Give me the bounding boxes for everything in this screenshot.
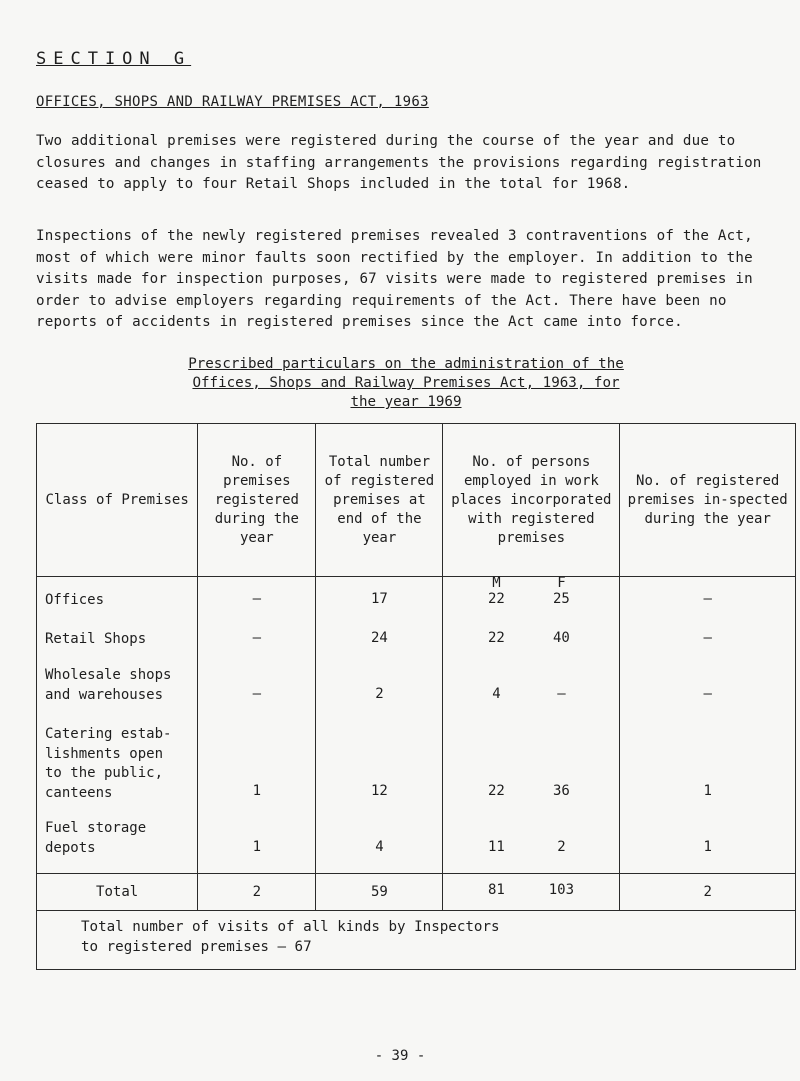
- totals-inspected: 2: [620, 874, 796, 911]
- inspected-value: –: [703, 591, 712, 607]
- registered-value: 1: [252, 839, 262, 855]
- inspected-value: –: [703, 630, 712, 646]
- f-value: 40: [552, 630, 570, 646]
- class-line: Catering estab-: [45, 726, 172, 742]
- table-title-line: Offices, Shops and Railway Premises Act, 1963, for: [192, 375, 620, 391]
- class-fuel: [45, 819, 146, 858]
- header-inspected: No. of registered premises in-spected during the year: [620, 424, 796, 577]
- paragraph-inspections: Inspections of the newly registered premises revealed 3 contraventions of the Act, most of which were minor faults soon rectified by the employer. In addition to the visits made for inspection purposes, 67 visits were made to registered premises in order to advise employers regarding requirements of the Act. There have been no reports of accidents in registered premises since the Act came into force.: [36, 228, 753, 330]
- class-offices: Offices: [45, 592, 105, 608]
- inspected-column: [620, 577, 796, 874]
- inspected-value: –: [703, 686, 712, 702]
- totals-row: [37, 874, 796, 911]
- m-value: 4: [492, 686, 501, 702]
- registered-value: 1: [252, 783, 262, 799]
- class-catering: [45, 725, 171, 803]
- persons-column: [443, 577, 620, 874]
- total-value: 2: [375, 686, 384, 702]
- table-body-row: [37, 577, 796, 874]
- registered-column: [198, 577, 316, 874]
- total-value: 24: [371, 630, 388, 646]
- total-value: 4: [375, 839, 384, 855]
- paragraph-registration: Two additional premises were registered during the course of the year and due to closures and changes in staffing arrangements the provisions regarding registration ceased to apply to four Retail Shops included in the total for 1968.: [36, 133, 762, 192]
- registered-value: –: [252, 591, 262, 607]
- class-line: to the public,: [45, 765, 164, 781]
- inspected-value: 1: [703, 783, 712, 799]
- header-total: Total number of registered premises at end of the year: [316, 424, 443, 577]
- class-wholesale: [45, 666, 171, 705]
- table-title-line: Prescribed particulars on the administration of the: [188, 356, 624, 372]
- visits-note-line: Total number of visits of all kinds by Inspectors: [81, 919, 500, 935]
- total-column: [316, 577, 443, 874]
- f-label: F: [557, 575, 566, 591]
- class-line: Wholesale shops: [45, 667, 172, 683]
- totals-label: Total: [37, 874, 198, 911]
- footer-row: [37, 911, 796, 970]
- m-value: 22: [487, 630, 505, 646]
- totals-m: 81: [487, 882, 505, 898]
- m-label: M: [492, 575, 501, 591]
- class-column: [37, 577, 198, 874]
- total-value: 12: [371, 783, 388, 799]
- premises-table: [36, 423, 796, 970]
- totals-f: 103: [548, 882, 575, 898]
- totals-registered: 2: [198, 874, 316, 911]
- table-header-row: [37, 424, 796, 577]
- inspected-value: 1: [703, 839, 712, 855]
- header-class: Class of Premises: [37, 424, 198, 577]
- registered-value: –: [252, 630, 262, 646]
- class-line: Fuel storage: [45, 820, 147, 836]
- act-title: OFFICES, SHOPS AND RAILWAY PREMISES ACT, 1963: [36, 94, 429, 110]
- class-line: lishments open: [45, 745, 164, 762]
- visits-note-line: to registered premises – 67: [81, 939, 312, 955]
- totals-persons: [443, 874, 620, 911]
- m-value: 22: [487, 783, 505, 799]
- registered-value: –: [252, 686, 262, 702]
- section-title: SECTION G: [36, 49, 192, 69]
- m-value: 22: [487, 591, 505, 607]
- f-value: 25: [552, 591, 570, 607]
- table-title-line: the year 1969: [350, 394, 462, 410]
- f-value: 36: [552, 783, 570, 799]
- header-persons: No. of persons employed in work places incorporated with registered premises: [443, 424, 620, 577]
- class-retail: Retail Shops: [45, 631, 147, 647]
- m-value: 11: [487, 839, 505, 855]
- totals-total: 59: [316, 874, 443, 911]
- header-registered: No. of premises registered during the year: [198, 424, 316, 577]
- total-value: 17: [371, 591, 388, 607]
- class-line: canteens: [45, 784, 113, 801]
- class-line: depots: [45, 839, 96, 856]
- visits-note: [37, 911, 796, 970]
- class-line: and warehouses: [45, 686, 164, 703]
- f-value: –: [557, 686, 566, 702]
- page-number: - 39 -: [374, 1048, 426, 1064]
- f-value: 2: [557, 839, 566, 855]
- table-title: [36, 355, 776, 412]
